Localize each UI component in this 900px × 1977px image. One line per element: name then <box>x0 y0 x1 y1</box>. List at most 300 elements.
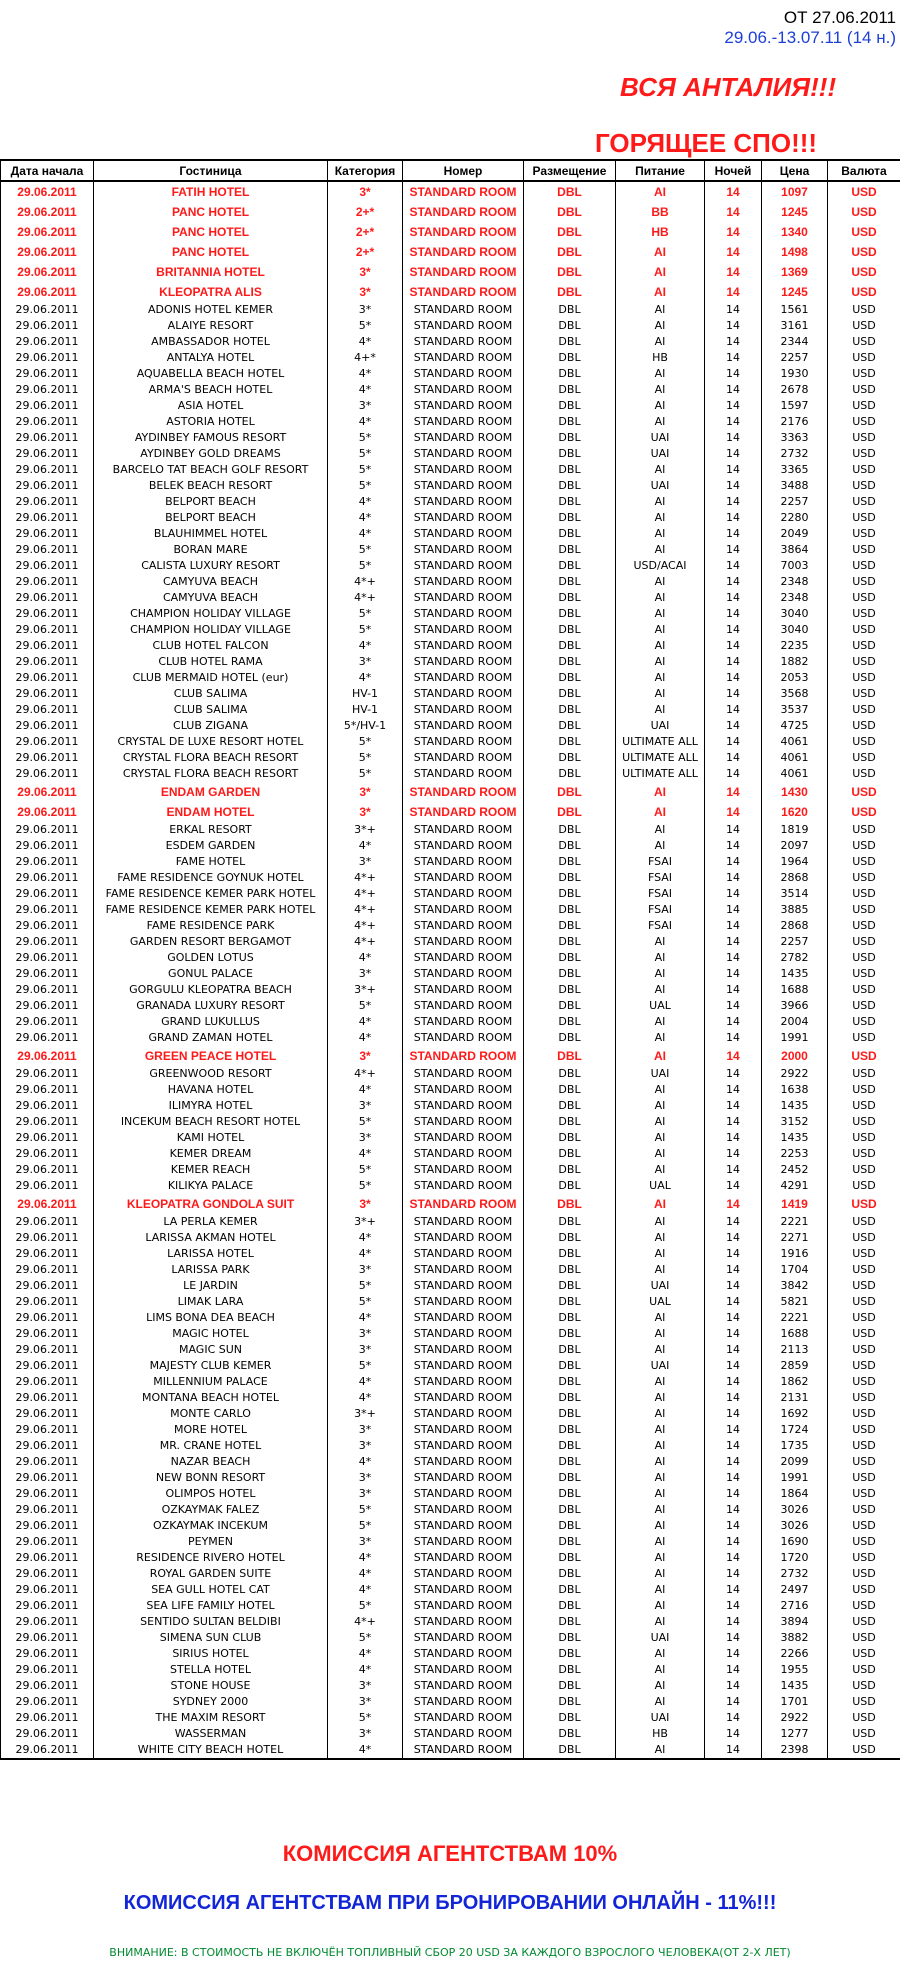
cell-meal: AI <box>616 1146 705 1162</box>
table-row <box>1 334 900 350</box>
cell-accommodation: DBL <box>524 1646 616 1662</box>
cell-category: 4*+ <box>328 902 403 918</box>
table-row <box>1 1162 900 1178</box>
table-row <box>1 366 900 382</box>
cell-currency: USD <box>828 542 900 558</box>
cell-start-date: 29.06.2011 <box>1 1358 94 1374</box>
cell-price: 2348 <box>762 590 828 606</box>
col-room: Номер <box>403 160 524 181</box>
cell-price: 2344 <box>762 334 828 350</box>
cell-accommodation: DBL <box>524 1178 616 1194</box>
cell-currency: USD <box>828 734 900 750</box>
cell-start-date: 29.06.2011 <box>1 638 94 654</box>
cell-accommodation: DBL <box>524 242 616 262</box>
table-row <box>1 638 900 654</box>
cell-meal: AI <box>616 1438 705 1454</box>
cell-room: STANDARD ROOM <box>403 1598 524 1614</box>
cell-hotel: STELLA HOTEL <box>94 1662 328 1678</box>
cell-room: STANDARD ROOM <box>403 1014 524 1030</box>
cell-accommodation: DBL <box>524 382 616 398</box>
cell-category: 3* <box>328 1726 403 1742</box>
cell-hotel: LIMAK LARA <box>94 1294 328 1310</box>
cell-currency: USD <box>828 1662 900 1678</box>
cell-price: 2716 <box>762 1598 828 1614</box>
cell-category: 4* <box>328 1390 403 1406</box>
cell-nights: 14 <box>705 1582 762 1598</box>
cell-category: 3* <box>328 1262 403 1278</box>
table-row <box>1 1630 900 1646</box>
cell-hotel: SIMENA SUN CLUB <box>94 1630 328 1646</box>
table-row <box>1 318 900 334</box>
cell-hotel: FATIH HOTEL <box>94 181 328 202</box>
cell-accommodation: DBL <box>524 606 616 622</box>
cell-accommodation: DBL <box>524 590 616 606</box>
cell-category: 3*+ <box>328 1214 403 1230</box>
cell-category: 4* <box>328 838 403 854</box>
cell-hotel: GRAND ZAMAN HOTEL <box>94 1030 328 1046</box>
cell-room: STANDARD ROOM <box>403 886 524 902</box>
cell-category: 3* <box>328 1438 403 1454</box>
cell-price: 1435 <box>762 1098 828 1114</box>
table-row <box>1 1454 900 1470</box>
cell-category: 5* <box>328 1178 403 1194</box>
cell-nights: 14 <box>705 718 762 734</box>
cell-start-date: 29.06.2011 <box>1 1534 94 1550</box>
cell-nights: 14 <box>705 202 762 222</box>
cell-start-date: 29.06.2011 <box>1 222 94 242</box>
cell-accommodation: DBL <box>524 1358 616 1374</box>
cell-hotel: SEA LIFE FAMILY HOTEL <box>94 1598 328 1614</box>
table-row <box>1 1518 900 1534</box>
cell-currency: USD <box>828 1162 900 1178</box>
cell-accommodation: DBL <box>524 966 616 982</box>
cell-category: 4* <box>328 366 403 382</box>
cell-start-date: 29.06.2011 <box>1 1230 94 1246</box>
cell-accommodation: DBL <box>524 838 616 854</box>
cell-category: HV-1 <box>328 686 403 702</box>
cell-accommodation: DBL <box>524 1470 616 1486</box>
cell-currency: USD <box>828 622 900 638</box>
cell-currency: USD <box>828 181 900 202</box>
cell-price: 2398 <box>762 1742 828 1759</box>
table-row <box>1 854 900 870</box>
cell-accommodation: DBL <box>524 1046 616 1066</box>
cell-meal: UAI <box>616 1278 705 1294</box>
table-row-hot-offer <box>1 202 900 222</box>
table-row <box>1 670 900 686</box>
table-header-row <box>1 160 900 181</box>
cell-nights: 14 <box>705 1342 762 1358</box>
cell-nights: 14 <box>705 802 762 822</box>
cell-currency: USD <box>828 1098 900 1114</box>
cell-room: STANDARD ROOM <box>403 366 524 382</box>
cell-nights: 14 <box>705 510 762 526</box>
cell-hotel: ENDAM HOTEL <box>94 802 328 822</box>
cell-currency: USD <box>828 1326 900 1342</box>
table-row <box>1 1066 900 1082</box>
cell-hotel: ESDEM GARDEN <box>94 838 328 854</box>
cell-meal: AI <box>616 262 705 282</box>
cell-category: 5*/HV-1 <box>328 718 403 734</box>
cell-category: 5* <box>328 1630 403 1646</box>
cell-room: STANDARD ROOM <box>403 574 524 590</box>
cell-nights: 14 <box>705 430 762 446</box>
cell-room: STANDARD ROOM <box>403 1342 524 1358</box>
cell-currency: USD <box>828 222 900 242</box>
cell-nights: 14 <box>705 1066 762 1082</box>
cell-nights: 14 <box>705 1030 762 1046</box>
cell-meal: AI <box>616 1310 705 1326</box>
cell-currency: USD <box>828 1046 900 1066</box>
table-row <box>1 1390 900 1406</box>
cell-accommodation: DBL <box>524 334 616 350</box>
cell-start-date: 29.06.2011 <box>1 282 94 302</box>
cell-start-date: 29.06.2011 <box>1 950 94 966</box>
cell-accommodation: DBL <box>524 478 616 494</box>
cell-start-date: 29.06.2011 <box>1 802 94 822</box>
table-row <box>1 462 900 478</box>
cell-start-date: 29.06.2011 <box>1 998 94 1014</box>
cell-nights: 14 <box>705 950 762 966</box>
cell-meal: AI <box>616 1534 705 1550</box>
cell-category: 4* <box>328 1582 403 1598</box>
cell-room: STANDARD ROOM <box>403 334 524 350</box>
cell-accommodation: DBL <box>524 1678 616 1694</box>
table-row <box>1 350 900 366</box>
cell-nights: 14 <box>705 1082 762 1098</box>
cell-start-date: 29.06.2011 <box>1 1454 94 1470</box>
cell-hotel: NEW BONN RESORT <box>94 1470 328 1486</box>
cell-nights: 14 <box>705 1098 762 1114</box>
cell-currency: USD <box>828 1454 900 1470</box>
cell-meal: AI <box>616 702 705 718</box>
cell-hotel: KEMER REACH <box>94 1162 328 1178</box>
cell-nights: 14 <box>705 1014 762 1030</box>
cell-hotel: CAMYUVA BEACH <box>94 590 328 606</box>
cell-room: STANDARD ROOM <box>403 870 524 886</box>
cell-start-date: 29.06.2011 <box>1 382 94 398</box>
cell-category: 4* <box>328 1146 403 1162</box>
cell-start-date: 29.06.2011 <box>1 1098 94 1114</box>
cell-hotel: ILIMYRA HOTEL <box>94 1098 328 1114</box>
cell-category: 4* <box>328 1646 403 1662</box>
cell-accommodation: DBL <box>524 1726 616 1742</box>
cell-hotel: GRANADA LUXURY RESORT <box>94 998 328 1014</box>
cell-accommodation: DBL <box>524 1422 616 1438</box>
cell-currency: USD <box>828 462 900 478</box>
cell-room: STANDARD ROOM <box>403 1278 524 1294</box>
cell-hotel: KILIKYA PALACE <box>94 1178 328 1194</box>
cell-category: 4*+ <box>328 574 403 590</box>
cell-start-date: 29.06.2011 <box>1 414 94 430</box>
cell-nights: 14 <box>705 1162 762 1178</box>
cell-start-date: 29.06.2011 <box>1 1742 94 1759</box>
cell-room: STANDARD ROOM <box>403 934 524 950</box>
cell-price: 4061 <box>762 750 828 766</box>
cell-category: 3* <box>328 282 403 302</box>
table-row <box>1 1566 900 1582</box>
cell-room: STANDARD ROOM <box>403 242 524 262</box>
table-row-hot-offer <box>1 262 900 282</box>
cell-price: 1277 <box>762 1726 828 1742</box>
cell-nights: 14 <box>705 1534 762 1550</box>
cell-price: 2280 <box>762 510 828 526</box>
cell-meal: AI <box>616 1390 705 1406</box>
cell-price: 1720 <box>762 1550 828 1566</box>
cell-currency: USD <box>828 1146 900 1162</box>
cell-nights: 14 <box>705 822 762 838</box>
cell-room: STANDARD ROOM <box>403 430 524 446</box>
cell-category: 3* <box>328 1098 403 1114</box>
cell-category: 2+* <box>328 222 403 242</box>
cell-currency: USD <box>828 494 900 510</box>
cell-category: 5* <box>328 1502 403 1518</box>
cell-price: 3152 <box>762 1114 828 1130</box>
cell-category: 5* <box>328 430 403 446</box>
cell-category: 3* <box>328 302 403 318</box>
cell-category: 5* <box>328 1114 403 1130</box>
cell-nights: 14 <box>705 366 762 382</box>
cell-start-date: 29.06.2011 <box>1 590 94 606</box>
cell-nights: 14 <box>705 282 762 302</box>
cell-meal: AI <box>616 838 705 854</box>
cell-currency: USD <box>828 526 900 542</box>
cell-currency: USD <box>828 558 900 574</box>
cell-category: 3* <box>328 1470 403 1486</box>
cell-price: 2348 <box>762 574 828 590</box>
cell-hotel: STONE HOUSE <box>94 1678 328 1694</box>
cell-accommodation: DBL <box>524 1030 616 1046</box>
cell-room: STANDARD ROOM <box>403 902 524 918</box>
cell-category: 3* <box>328 262 403 282</box>
cell-room: STANDARD ROOM <box>403 998 524 1014</box>
cell-nights: 14 <box>705 1230 762 1246</box>
cell-meal: AI <box>616 1014 705 1030</box>
cell-accommodation: DBL <box>524 1550 616 1566</box>
cell-start-date: 29.06.2011 <box>1 1342 94 1358</box>
cell-room: STANDARD ROOM <box>403 1162 524 1178</box>
cell-category: 3*+ <box>328 822 403 838</box>
cell-category: 5* <box>328 478 403 494</box>
cell-nights: 14 <box>705 854 762 870</box>
cell-category: 4* <box>328 1310 403 1326</box>
table-row <box>1 1710 900 1726</box>
cell-meal: AI <box>616 1614 705 1630</box>
cell-hotel: OZKAYMAK FALEZ <box>94 1502 328 1518</box>
cell-accommodation: DBL <box>524 222 616 242</box>
cell-room: STANDARD ROOM <box>403 1710 524 1726</box>
cell-price: 3537 <box>762 702 828 718</box>
cell-accommodation: DBL <box>524 750 616 766</box>
cell-start-date: 29.06.2011 <box>1 1662 94 1678</box>
cell-currency: USD <box>828 1614 900 1630</box>
cell-category: 3* <box>328 1194 403 1214</box>
cell-category: 3* <box>328 1046 403 1066</box>
cell-room: STANDARD ROOM <box>403 918 524 934</box>
cell-meal: UAL <box>616 1294 705 1310</box>
cell-room: STANDARD ROOM <box>403 446 524 462</box>
cell-room: STANDARD ROOM <box>403 494 524 510</box>
cell-currency: USD <box>828 1598 900 1614</box>
cell-start-date: 29.06.2011 <box>1 542 94 558</box>
cell-currency: USD <box>828 1374 900 1390</box>
cell-accommodation: DBL <box>524 1566 616 1582</box>
table-row <box>1 1326 900 1342</box>
table-row <box>1 734 900 750</box>
cell-accommodation: DBL <box>524 1406 616 1422</box>
cell-currency: USD <box>828 1030 900 1046</box>
cell-meal: ULTIMATE ALL <box>616 750 705 766</box>
cell-accommodation: DBL <box>524 1438 616 1454</box>
cell-room: STANDARD ROOM <box>403 1246 524 1262</box>
cell-price: 1688 <box>762 1326 828 1342</box>
cell-hotel: THE MAXIM RESORT <box>94 1710 328 1726</box>
cell-price: 1498 <box>762 242 828 262</box>
cell-hotel: MILLENNIUM PALACE <box>94 1374 328 1390</box>
cell-category: 3* <box>328 1130 403 1146</box>
table-row-hot-offer <box>1 1046 900 1066</box>
cell-category: 4* <box>328 334 403 350</box>
cell-accommodation: DBL <box>524 510 616 526</box>
cell-nights: 14 <box>705 918 762 934</box>
cell-category: 5* <box>328 542 403 558</box>
cell-meal: AI <box>616 1082 705 1098</box>
cell-currency: USD <box>828 1294 900 1310</box>
cell-currency: USD <box>828 1422 900 1438</box>
cell-hotel: MR. CRANE HOTEL <box>94 1438 328 1454</box>
cell-meal: AI <box>616 302 705 318</box>
cell-nights: 14 <box>705 242 762 262</box>
cell-start-date: 29.06.2011 <box>1 1582 94 1598</box>
cell-price: 2253 <box>762 1146 828 1162</box>
cell-accommodation: DBL <box>524 1390 616 1406</box>
cell-price: 1597 <box>762 398 828 414</box>
cell-currency: USD <box>828 1246 900 1262</box>
cell-currency: USD <box>828 366 900 382</box>
table-row <box>1 1310 900 1326</box>
cell-start-date: 29.06.2011 <box>1 398 94 414</box>
cell-price: 2097 <box>762 838 828 854</box>
cell-meal: AI <box>616 1162 705 1178</box>
cell-accommodation: DBL <box>524 430 616 446</box>
cell-meal: AI <box>616 181 705 202</box>
cell-nights: 14 <box>705 542 762 558</box>
cell-nights: 14 <box>705 1262 762 1278</box>
cell-start-date: 29.06.2011 <box>1 606 94 622</box>
cell-meal: AI <box>616 822 705 838</box>
cell-price: 1097 <box>762 181 828 202</box>
cell-start-date: 29.06.2011 <box>1 934 94 950</box>
cell-nights: 14 <box>705 1502 762 1518</box>
cell-nights: 14 <box>705 1630 762 1646</box>
table-row-hot-offer <box>1 242 900 262</box>
cell-price: 1991 <box>762 1030 828 1046</box>
cell-nights: 14 <box>705 766 762 782</box>
cell-currency: USD <box>828 802 900 822</box>
cell-start-date: 29.06.2011 <box>1 1470 94 1486</box>
cell-category: 4* <box>328 414 403 430</box>
cell-accommodation: DBL <box>524 542 616 558</box>
cell-start-date: 29.06.2011 <box>1 1598 94 1614</box>
table-row <box>1 1214 900 1230</box>
cell-room: STANDARD ROOM <box>403 1374 524 1390</box>
cell-room: STANDARD ROOM <box>403 1390 524 1406</box>
cell-start-date: 29.06.2011 <box>1 558 94 574</box>
cell-meal: UAI <box>616 718 705 734</box>
cell-nights: 14 <box>705 1598 762 1614</box>
cell-start-date: 29.06.2011 <box>1 1374 94 1390</box>
cell-currency: USD <box>828 202 900 222</box>
cell-start-date: 29.06.2011 <box>1 902 94 918</box>
table-row <box>1 1470 900 1486</box>
cell-start-date: 29.06.2011 <box>1 430 94 446</box>
cell-start-date: 29.06.2011 <box>1 734 94 750</box>
cell-price: 3842 <box>762 1278 828 1294</box>
cell-currency: USD <box>828 1534 900 1550</box>
cell-meal: AI <box>616 1662 705 1678</box>
cell-category: 4* <box>328 1742 403 1759</box>
cell-accommodation: DBL <box>524 558 616 574</box>
cell-nights: 14 <box>705 1310 762 1326</box>
cell-meal: AI <box>616 1454 705 1470</box>
cell-price: 2131 <box>762 1390 828 1406</box>
cell-nights: 14 <box>705 1326 762 1342</box>
cell-nights: 14 <box>705 1454 762 1470</box>
cell-accommodation: DBL <box>524 262 616 282</box>
cell-price: 1930 <box>762 366 828 382</box>
cell-accommodation: DBL <box>524 1130 616 1146</box>
cell-price: 1435 <box>762 1130 828 1146</box>
cell-category: 4* <box>328 1550 403 1566</box>
table-row <box>1 1534 900 1550</box>
cell-hotel: FAME HOTEL <box>94 854 328 870</box>
cell-currency: USD <box>828 1194 900 1214</box>
cell-price: 1955 <box>762 1662 828 1678</box>
cell-meal: AI <box>616 1598 705 1614</box>
cell-price: 3885 <box>762 902 828 918</box>
cell-hotel: LARISSA HOTEL <box>94 1246 328 1262</box>
cell-accommodation: DBL <box>524 202 616 222</box>
cell-meal: UAL <box>616 998 705 1014</box>
table-row <box>1 886 900 902</box>
cell-start-date: 29.06.2011 <box>1 982 94 998</box>
cell-hotel: SIRIUS HOTEL <box>94 1646 328 1662</box>
cell-category: 5* <box>328 998 403 1014</box>
cell-accommodation: DBL <box>524 1014 616 1030</box>
cell-meal: HB <box>616 350 705 366</box>
cell-accommodation: DBL <box>524 181 616 202</box>
cell-start-date: 29.06.2011 <box>1 718 94 734</box>
cell-category: 4* <box>328 1374 403 1390</box>
cell-meal: AI <box>616 1694 705 1710</box>
cell-nights: 14 <box>705 1278 762 1294</box>
cell-nights: 14 <box>705 686 762 702</box>
cell-price: 1435 <box>762 1678 828 1694</box>
cell-category: 5* <box>328 318 403 334</box>
cell-nights: 14 <box>705 606 762 622</box>
cell-room: STANDARD ROOM <box>403 1030 524 1046</box>
cell-hotel: CLUB HOTEL FALCON <box>94 638 328 654</box>
cell-room: STANDARD ROOM <box>403 262 524 282</box>
cell-nights: 14 <box>705 334 762 350</box>
cell-accommodation: DBL <box>524 782 616 802</box>
cell-category: 5* <box>328 622 403 638</box>
cell-start-date: 29.06.2011 <box>1 1550 94 1566</box>
hot-offer-title: ГОРЯЩЕЕ СПО!!! <box>595 128 818 158</box>
cell-start-date: 29.06.2011 <box>1 686 94 702</box>
cell-room: STANDARD ROOM <box>403 1066 524 1082</box>
table-row <box>1 574 900 590</box>
